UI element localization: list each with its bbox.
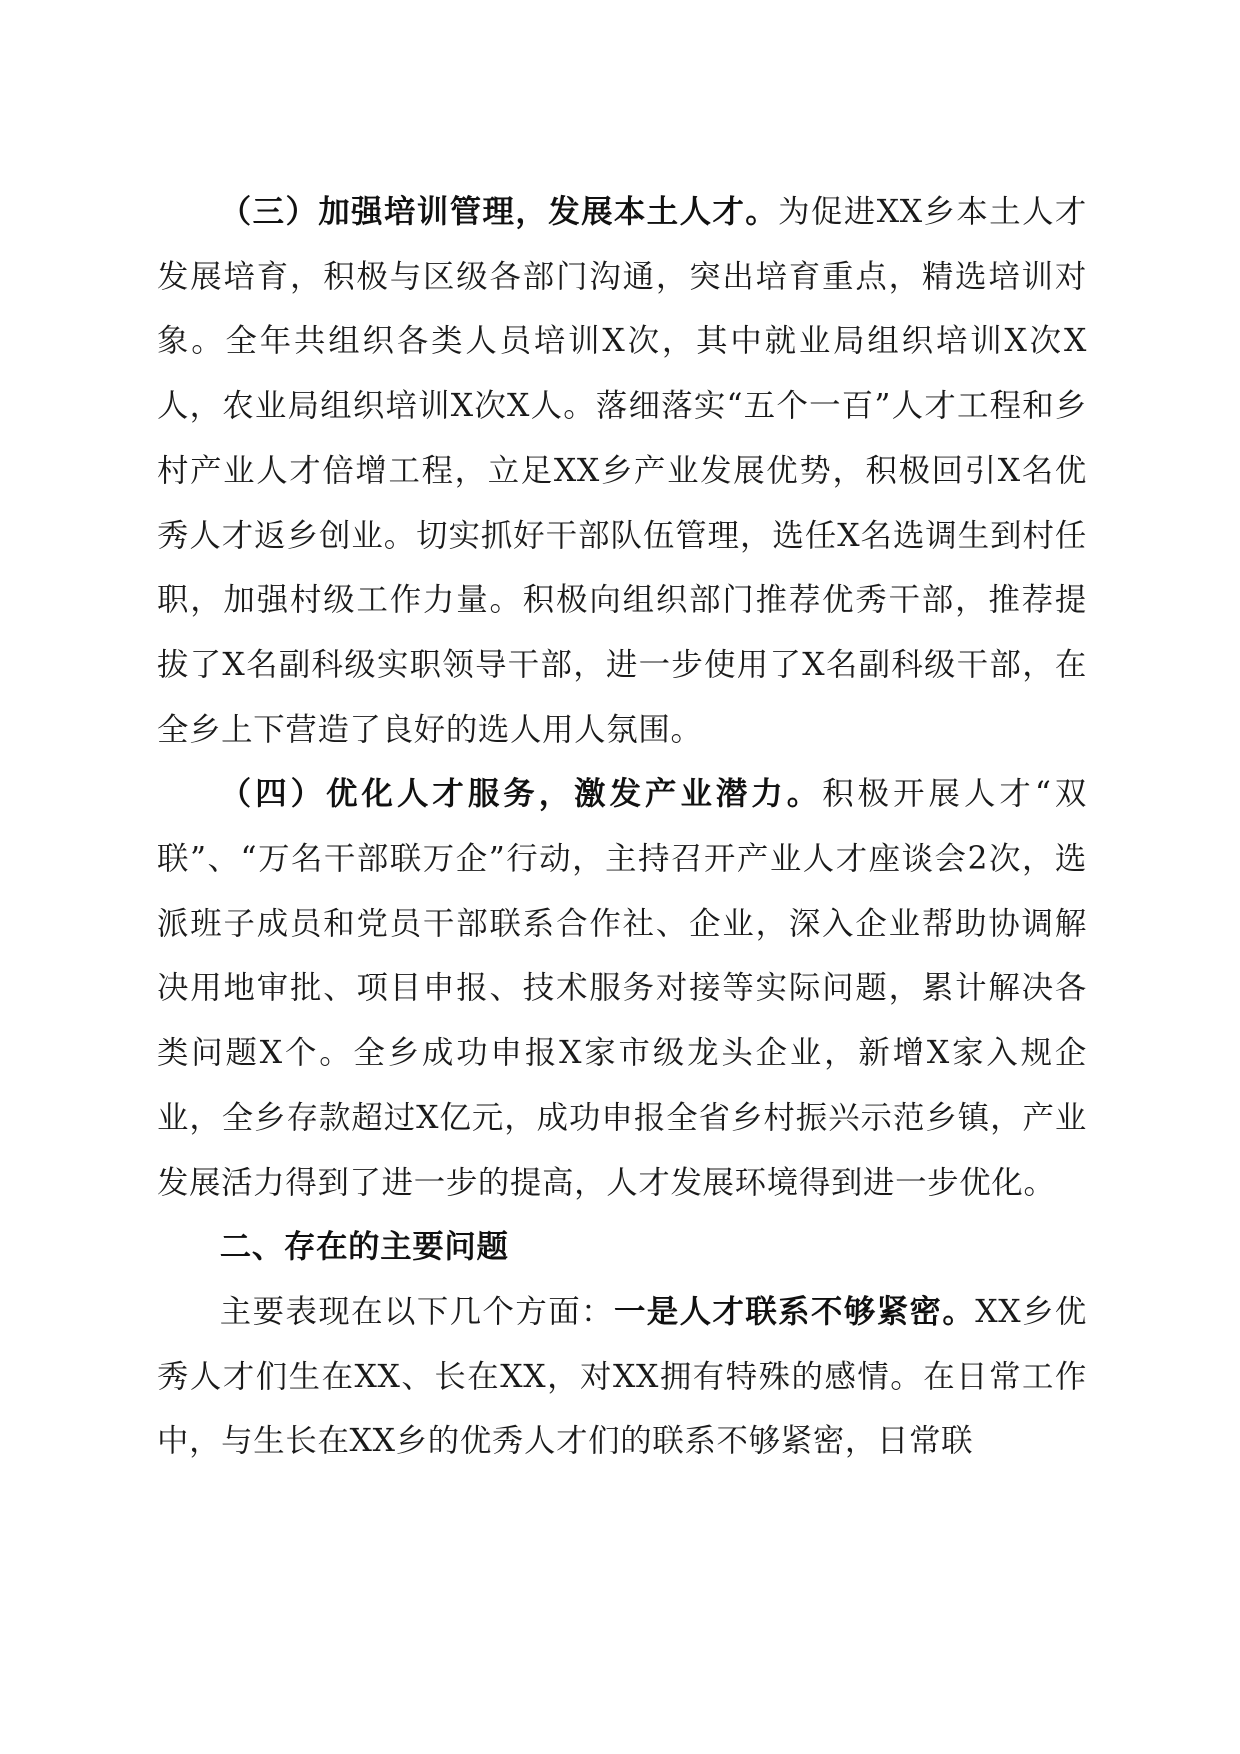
section-4-lead: （四）优化人才服务，激发产业潜力。 xyxy=(219,776,823,813)
section-3-body: 为促进XX乡本土人才发展培育，积极与区级各部门沟通，突出培育重点，精选培训对象。全年共组织各类人员培训X次，其中就业局组织培训X次X人，农业局组织培训X次X人。落细落实“五个一百”人才工程和乡村产业人才倍增工程，立足XX乡产业发展优势，积极回引X名优秀人才返乡创业。切实抓好干部队伍管理，选任X名选调生到村任职，加强村级工作力量。积极向组织部门推荐优秀干部，推荐提拔了X名副科级实职领导干部，进一步使用了X名副科级干部，在全乡上下营造了良好的选人用人氛围。 xyxy=(157,194,1088,748)
section-4-body: 积极开展人才“双联”、“万名干部联万企”行动，主持召开产业人才座谈会2次，选派班子成员和党员干部联系合作社、企业，深入企业帮助协调解决用地审批、项目申报、技术服务对接等实际问题，累计解决各类问题X个。全乡成功申报X家市级龙头企业，新增X家入规企业，全乡存款超过X亿元，成功申报全省乡村振兴示范乡镇，产业发展活力得到了进一步的提高，人才发展环境得到进一步优化。 xyxy=(157,776,1087,1201)
problem-point-1: 一是人才联系不够紧密。 xyxy=(613,1293,976,1330)
problems-body: XX乡优秀人才们生在XX、长在XX，对XX拥有特殊的感情。在日常工作中，与生长在XX乡的优秀人才们的联系不够紧密，日常联 xyxy=(157,1293,1088,1460)
section-4-paragraph xyxy=(157,762,1087,1215)
section-heading-problems: 二、存在的主要问题 xyxy=(219,1229,509,1266)
section-3-paragraph xyxy=(157,180,1087,762)
section-3-lead: （三）加强培训管理，发展本土人才。 xyxy=(219,194,779,230)
problems-paragraph xyxy=(157,1280,1087,1474)
document-body xyxy=(157,180,1087,1474)
problems-intro: 主要表现在以下几个方面： xyxy=(219,1293,614,1330)
